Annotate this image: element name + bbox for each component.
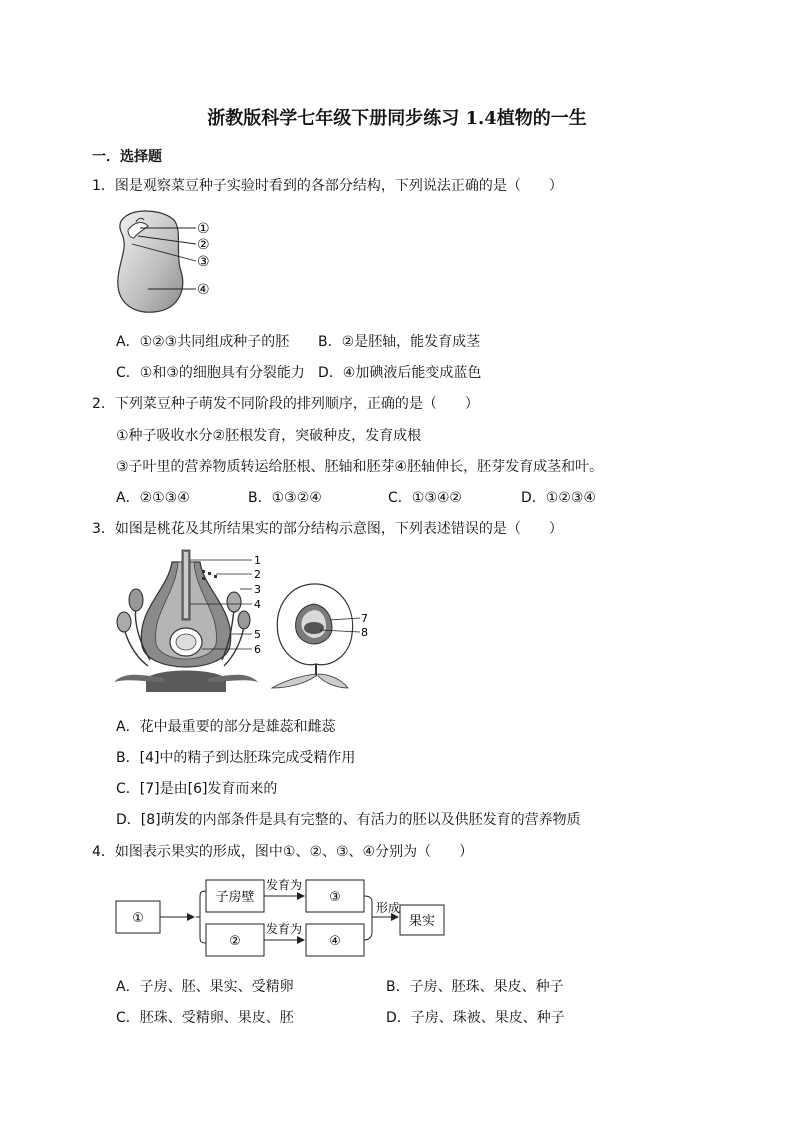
svg-text:子房壁: 子房壁 — [215, 890, 255, 905]
fruit-label-7: 7 — [361, 612, 368, 625]
svg-text:①: ① — [132, 911, 144, 926]
q2-stem: 2．下列菜豆种子萌发不同阶段的排列顺序，正确的是（ ） — [92, 396, 479, 412]
q2-option-a: A．②①③④ — [116, 490, 190, 506]
seed-label-1: ① — [197, 221, 210, 237]
fruit-formation-flowchart — [110, 872, 450, 960]
q4-option-b: B．子房、胚珠、果皮、种子 — [386, 979, 564, 995]
svg-text:②: ② — [229, 934, 241, 949]
flower-label-4: 4 — [254, 598, 261, 611]
seed-outline — [118, 211, 183, 312]
flower-label-6: 6 — [254, 643, 261, 656]
seed-label-3: ③ — [197, 254, 210, 270]
q4-option-d: D．子房、珠被、果皮、种子 — [386, 1010, 565, 1026]
seed-label-4: ④ — [197, 282, 210, 298]
peach-flower-labels — [106, 550, 266, 692]
seed-label-2: ② — [197, 237, 210, 253]
q3-option-b: B．[4]中的精子到达胚珠完成受精作用 — [116, 750, 356, 766]
q2-option-b: B．①③②④ — [248, 490, 322, 506]
q3-option-a: A．花中最重要的部分是雄蕊和雌蕊 — [116, 719, 336, 735]
section-heading: 一．选择题 — [92, 149, 162, 165]
flower-label-1: 1 — [254, 554, 261, 567]
flower-label-2: 2 — [254, 568, 261, 581]
q4-option-c: C．胚珠、受精卵、果皮、胚 — [116, 1010, 294, 1026]
q1-option-d: D．④加碘液后能变成蓝色 — [318, 365, 482, 381]
svg-text:④: ④ — [329, 934, 341, 949]
q3-stem: 3．如图是桃花及其所结果实的部分结构示意图，下列表述错误的是（ ） — [92, 521, 563, 537]
svg-text:果实: 果实 — [408, 914, 436, 929]
q3-option-c: C．[7]是由[6]发育而来的 — [116, 781, 278, 797]
flower-label-3: 3 — [254, 583, 261, 596]
form-label: 形成 — [376, 901, 401, 915]
q1-option-b: B．②是胚轴，能发育成茎 — [318, 334, 481, 350]
q4-option-a: A．子房、胚、果实、受精卵 — [116, 979, 294, 995]
page-title: 浙教版科学七年级下册同步练习 1.4植物的一生 — [207, 108, 587, 129]
svg-text:③: ③ — [329, 890, 341, 905]
q2-option-d: D．①②③④ — [521, 490, 596, 506]
q2-option-c: C．①③④② — [388, 490, 462, 506]
flower-label-5: 5 — [254, 628, 261, 641]
q1-stem: 1．图是观察菜豆种子实验时看到的各部分结构，下列说法正确的是（ ） — [92, 178, 563, 194]
peach-fruit-diagram — [268, 578, 378, 690]
fruit-label-8: 8 — [361, 626, 368, 639]
q1-option-a: A．①②③共同组成种子的胚 — [116, 334, 290, 350]
seed-shape — [304, 622, 324, 634]
q1-option-c: C．①和③的细胞具有分裂能力 — [116, 365, 305, 381]
q2-line-2: ③子叶里的营养物质转运给胚根、胚轴和胚芽④胚轴伸长，胚芽发育成茎和叶。 — [116, 459, 604, 475]
bean-seed-diagram — [108, 208, 218, 316]
q4-stem: 4．如图表示果实的形成，图中①、②、③、④分别为（ ） — [92, 844, 474, 860]
q2-line-1: ①种子吸收水分②胚根发育，突破种皮，发育成根 — [116, 428, 422, 444]
q3-option-d: D．[8]萌发的内部条件是具有完整的、有活力的胚以及供胚发育的营养物质 — [116, 812, 581, 828]
develop-label-2: 发育为 — [265, 922, 303, 936]
develop-label-1: 发育为 — [265, 878, 303, 892]
